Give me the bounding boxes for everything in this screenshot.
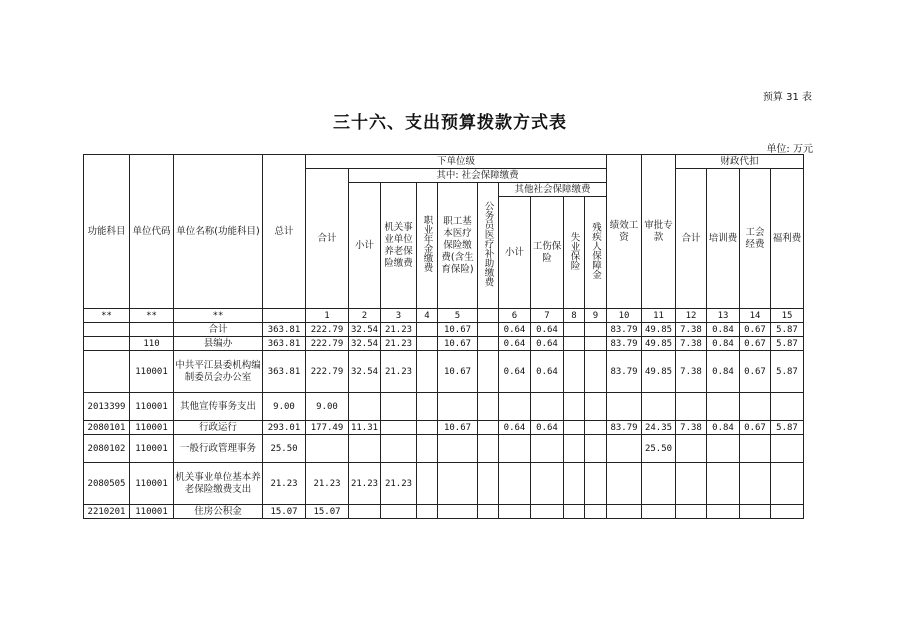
table-row (84, 351, 804, 393)
table-row (84, 463, 804, 505)
amount-cell: 32.54 (349, 351, 381, 393)
code-cell (130, 323, 174, 337)
amount-cell (771, 463, 804, 505)
table-row (84, 393, 804, 421)
amount-cell (478, 337, 499, 351)
amount-cell (417, 435, 438, 463)
amount-cell: 7.38 (676, 351, 707, 393)
header-staff-medical: 职工基本医疗保险缴费(含生育保险) (438, 183, 478, 309)
amount-cell (438, 505, 478, 519)
amount-cell: 10.67 (438, 351, 478, 393)
header-lower-level: 下单位级 (306, 155, 607, 169)
amount-cell: 32.54 (349, 337, 381, 351)
amount-cell: 49.85 (642, 337, 676, 351)
unit-name-cell: 县编办 (174, 337, 263, 351)
amount-cell (349, 505, 381, 519)
amount-cell (438, 393, 478, 421)
amount-cell: 0.67 (740, 351, 771, 393)
header-fd-sum: 合计 (676, 169, 707, 309)
document-title: 三十六、支出预算拨款方式表 (333, 113, 567, 133)
unit-name-cell: 机关事业单位基本养老保险缴费支出 (174, 463, 263, 505)
amount-cell: 49.85 (642, 351, 676, 393)
amount-cell: 9.00 (306, 393, 349, 421)
code-cell: 2210201 (84, 505, 130, 519)
amount-cell (438, 435, 478, 463)
amount-cell: 21.23 (263, 463, 306, 505)
amount-cell (740, 505, 771, 519)
header-total: 总计 (263, 155, 306, 309)
unit-name-cell: 行政运行 (174, 421, 263, 435)
amount-cell: 83.79 (607, 323, 642, 337)
table-body (84, 323, 804, 519)
header-civil-medical-subsidy-text: 公务员医疗补助缴费 (482, 200, 494, 287)
index-cell: 11 (642, 309, 676, 323)
amount-cell: 21.23 (381, 463, 417, 505)
unit-name-cell: 其他宣传事务支出 (174, 393, 263, 421)
header-training: 培训费 (707, 169, 740, 309)
amount-cell (478, 323, 499, 337)
amount-cell: 21.23 (349, 463, 381, 505)
amount-cell: 0.64 (499, 337, 531, 351)
header-injury: 工伤保险 (531, 197, 564, 309)
amount-cell (607, 463, 642, 505)
amount-cell: 222.79 (306, 351, 349, 393)
amount-cell: 10.67 (438, 323, 478, 337)
header-sum: 合计 (306, 169, 349, 309)
header-unemployment-text: 失业保险 (568, 231, 580, 270)
amount-cell (707, 393, 740, 421)
amount-cell: 10.67 (438, 337, 478, 351)
amount-cell (349, 393, 381, 421)
header-disability (585, 197, 607, 309)
index-cell: 15 (771, 309, 804, 323)
amount-cell (438, 463, 478, 505)
table-row (84, 323, 804, 337)
amount-cell (707, 435, 740, 463)
amount-cell (740, 393, 771, 421)
amount-cell (417, 323, 438, 337)
amount-cell: 5.87 (771, 337, 804, 351)
code-cell: 2080101 (84, 421, 130, 435)
amount-cell: 83.79 (607, 351, 642, 393)
amount-cell: 11.31 (349, 421, 381, 435)
amount-cell: 5.87 (771, 421, 804, 435)
header-welfare: 福利费 (771, 169, 804, 309)
amount-cell: 21.23 (381, 351, 417, 393)
amount-cell (707, 505, 740, 519)
unit-name-cell: 中共平江县委机构编制委员会办公室 (174, 351, 263, 393)
amount-cell: 0.64 (531, 323, 564, 337)
amount-cell (306, 435, 349, 463)
index-cell: 12 (676, 309, 707, 323)
amount-cell (531, 463, 564, 505)
amount-cell (607, 393, 642, 421)
amount-cell (564, 337, 585, 351)
amount-cell: 5.87 (771, 351, 804, 393)
amount-cell: 83.79 (607, 337, 642, 351)
amount-cell (676, 463, 707, 505)
amount-cell: 0.64 (499, 421, 531, 435)
amount-cell (499, 505, 531, 519)
amount-cell: 7.38 (676, 337, 707, 351)
amount-cell (771, 435, 804, 463)
amount-cell (642, 463, 676, 505)
amount-cell (564, 505, 585, 519)
amount-cell (381, 393, 417, 421)
amount-cell (707, 463, 740, 505)
header-union: 工会经费 (740, 169, 771, 309)
table-row (84, 337, 804, 351)
budget-table (83, 154, 804, 519)
amount-cell: 0.84 (707, 421, 740, 435)
index-cell (478, 309, 499, 323)
amount-cell: 5.87 (771, 323, 804, 337)
amount-cell (585, 463, 607, 505)
amount-cell (478, 351, 499, 393)
code-cell: 2080505 (84, 463, 130, 505)
amount-cell (676, 393, 707, 421)
header-finance-deduct: 财政代扣 (676, 155, 804, 169)
amount-cell (499, 435, 531, 463)
header-performance-wage: 绩效工资 (607, 155, 642, 309)
amount-cell: 9.00 (263, 393, 306, 421)
amount-cell: 7.38 (676, 323, 707, 337)
amount-cell (499, 463, 531, 505)
amount-cell (564, 323, 585, 337)
table-row (84, 505, 804, 519)
amount-cell (478, 421, 499, 435)
amount-cell (564, 435, 585, 463)
amount-cell: 25.50 (263, 435, 306, 463)
header-unit-code: 单位代码 (130, 155, 174, 309)
amount-cell: 24.35 (642, 421, 676, 435)
index-row (84, 309, 804, 323)
index-cell: 9 (585, 309, 607, 323)
amount-cell (564, 463, 585, 505)
code-cell: 110001 (130, 351, 174, 393)
amount-cell: 25.50 (642, 435, 676, 463)
index-cell: 3 (381, 309, 417, 323)
amount-cell (607, 505, 642, 519)
amount-cell: 363.81 (263, 323, 306, 337)
code-cell: 110001 (130, 463, 174, 505)
header-approval-special: 审批专款 (642, 155, 676, 309)
amount-cell (771, 393, 804, 421)
amount-cell: 0.64 (531, 421, 564, 435)
unit-name-cell: 合计 (174, 323, 263, 337)
amount-cell: 363.81 (263, 337, 306, 351)
amount-cell (585, 323, 607, 337)
header-occupational-annuity-text: 职业年金缴费 (421, 215, 433, 272)
table-row (84, 421, 804, 435)
amount-cell: 0.64 (531, 337, 564, 351)
amount-cell: 177.49 (306, 421, 349, 435)
amount-cell: 293.01 (263, 421, 306, 435)
amount-cell: 0.67 (740, 337, 771, 351)
code-cell (84, 351, 130, 393)
amount-cell (740, 463, 771, 505)
index-cell: 5 (438, 309, 478, 323)
amount-cell (478, 435, 499, 463)
amount-cell: 32.54 (349, 323, 381, 337)
amount-cell (585, 393, 607, 421)
amount-cell (381, 505, 417, 519)
index-cell: 2 (349, 309, 381, 323)
amount-cell (585, 421, 607, 435)
amount-cell (417, 505, 438, 519)
code-cell: 2080102 (84, 435, 130, 463)
index-cell: 10 (607, 309, 642, 323)
table-row (84, 435, 804, 463)
header-occupational-annuity (417, 183, 438, 309)
amount-cell: 10.67 (438, 421, 478, 435)
amount-cell: 21.23 (381, 337, 417, 351)
amount-cell: 0.64 (499, 323, 531, 337)
amount-cell: 0.67 (740, 421, 771, 435)
index-cell: 7 (531, 309, 564, 323)
amount-cell: 222.79 (306, 323, 349, 337)
header-of-which-social: 其中: 社会保障缴费 (349, 169, 607, 183)
unit-name-cell: 住房公积金 (174, 505, 263, 519)
index-cell: 13 (707, 309, 740, 323)
code-cell (84, 323, 130, 337)
amount-cell: 0.64 (499, 351, 531, 393)
index-cell: 6 (499, 309, 531, 323)
index-cell: 14 (740, 309, 771, 323)
amount-cell (585, 435, 607, 463)
amount-cell: 49.85 (642, 323, 676, 337)
header-unemployment (564, 197, 585, 309)
amount-cell: 7.38 (676, 421, 707, 435)
amount-cell (417, 421, 438, 435)
amount-cell (531, 505, 564, 519)
amount-cell (585, 337, 607, 351)
index-row-group (84, 309, 804, 323)
amount-cell (585, 351, 607, 393)
amount-cell: 0.64 (531, 351, 564, 393)
amount-cell (417, 463, 438, 505)
amount-cell (381, 435, 417, 463)
index-cell: ** (130, 309, 174, 323)
amount-cell (478, 505, 499, 519)
amount-cell (564, 351, 585, 393)
amount-cell (740, 435, 771, 463)
amount-cell (531, 435, 564, 463)
amount-cell (381, 421, 417, 435)
code-cell: 2013399 (84, 393, 130, 421)
unit-label: 单位: 万元 (766, 144, 813, 155)
amount-cell (564, 393, 585, 421)
amount-cell: 0.84 (707, 337, 740, 351)
header-subtotal: 小计 (349, 183, 381, 309)
code-cell: 110001 (130, 435, 174, 463)
amount-cell (478, 463, 499, 505)
amount-cell: 15.07 (263, 505, 306, 519)
code-cell: 110001 (130, 393, 174, 421)
index-cell (263, 309, 306, 323)
amount-cell: 363.81 (263, 351, 306, 393)
amount-cell (676, 435, 707, 463)
amount-cell (642, 393, 676, 421)
amount-cell (564, 421, 585, 435)
header-unit-name: 单位名称(功能科目) (174, 155, 263, 309)
header-civil-medical-subsidy (478, 183, 499, 309)
header-disability-text: 残疾人保障金 (590, 222, 601, 279)
code-cell: 110001 (130, 421, 174, 435)
header-func-code: 功能科目 (84, 155, 130, 309)
header-org-pension: 机关事业单位养老保险缴费 (381, 183, 417, 309)
amount-cell (417, 351, 438, 393)
index-cell: ** (174, 309, 263, 323)
amount-cell (607, 435, 642, 463)
amount-cell (642, 505, 676, 519)
page-code: 预算 31 表 (762, 92, 812, 103)
amount-cell: 21.23 (306, 463, 349, 505)
amount-cell (771, 505, 804, 519)
header-other-subtotal: 小计 (499, 197, 531, 309)
amount-cell: 222.79 (306, 337, 349, 351)
index-cell: ** (84, 309, 130, 323)
index-cell: 1 (306, 309, 349, 323)
amount-cell: 15.07 (306, 505, 349, 519)
table-header (84, 155, 804, 309)
amount-cell: 0.84 (707, 323, 740, 337)
amount-cell (349, 435, 381, 463)
amount-cell: 21.23 (381, 323, 417, 337)
amount-cell (676, 505, 707, 519)
amount-cell (417, 337, 438, 351)
header-other-social: 其他社会保障缴费 (499, 183, 607, 197)
amount-cell: 83.79 (607, 421, 642, 435)
amount-cell (585, 505, 607, 519)
amount-cell: 0.67 (740, 323, 771, 337)
amount-cell (478, 393, 499, 421)
code-cell (84, 337, 130, 351)
index-cell: 8 (564, 309, 585, 323)
amount-cell: 0.84 (707, 351, 740, 393)
amount-cell (499, 393, 531, 421)
index-cell: 4 (417, 309, 438, 323)
amount-cell (417, 393, 438, 421)
amount-cell (531, 393, 564, 421)
code-cell: 110001 (130, 505, 174, 519)
unit-name-cell: 一般行政管理事务 (174, 435, 263, 463)
code-cell: 110 (130, 337, 174, 351)
